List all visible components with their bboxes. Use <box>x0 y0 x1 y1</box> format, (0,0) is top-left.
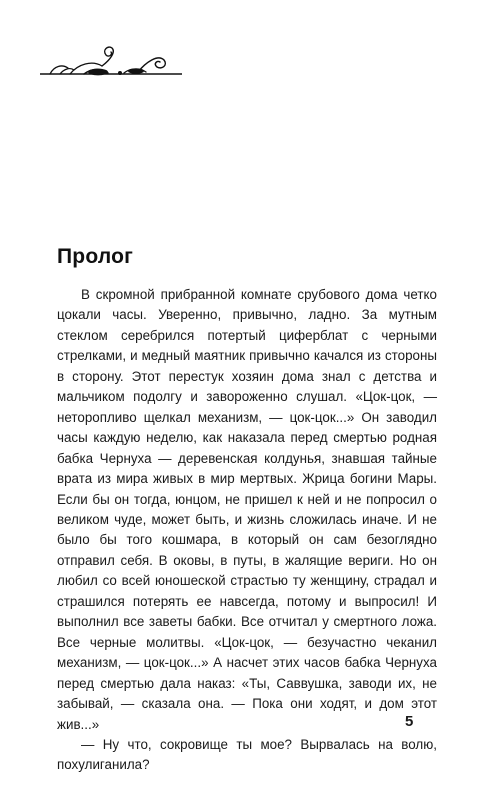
paragraph: В скромной прибранной комнате срубового дома четко цокали часы. Уверенно, привычно, ладно. За мутным стеклом серебрился потертый циферблат с черными стрелками, и медный маятник привычно качался из стороны в сторону. Этот перестук хозяин дома знал с детства и мальчиком подолгу и завороженно слушал. «Цок-цок, — неторопливо щелкал механизм, — цок-цок...» Он заводил часы каждую неделю, как наказала перед смертью родная бабка Чернуха — деревенская колдунья, знавшая тайные врата из мира живых в мир мертвых. Жрица богини Мары. Если бы он тогда, юнцом, не пришел к ней и не попросил о великом чуде, может быть, и жизнь сложилась иначе. И не было бы того кошмара, в который он сам безоглядно отправил себя. В оковы, в путы, в жалящие вериги. Но он любил со всей юношеской страстью ту женщину, страдал и страшился потерять ее навсегда, потому и выпросил! И выполнил все заветы бабки. Все отчитал у смертного ложа. Все черные молитвы. «Цок-цок, — безучастно чеканил механизм, — цок-цок...» А насчет этих часов бабка Чернуха перед смертью дала наказ: «Ты, Саввушка, заводи их, не забывай, — сказала она. — Пока они ходят, и дом этот жив...» <box>57 287 437 732</box>
chapter-body <box>57 285 437 776</box>
decorative-flourish-icon <box>40 42 182 82</box>
paragraph: — Ну что, сокровище ты мое? Вырвалась на волю, похулиганила? <box>57 736 437 773</box>
chapter-title: Пролог <box>57 245 134 268</box>
page-number: 5 <box>405 713 414 730</box>
